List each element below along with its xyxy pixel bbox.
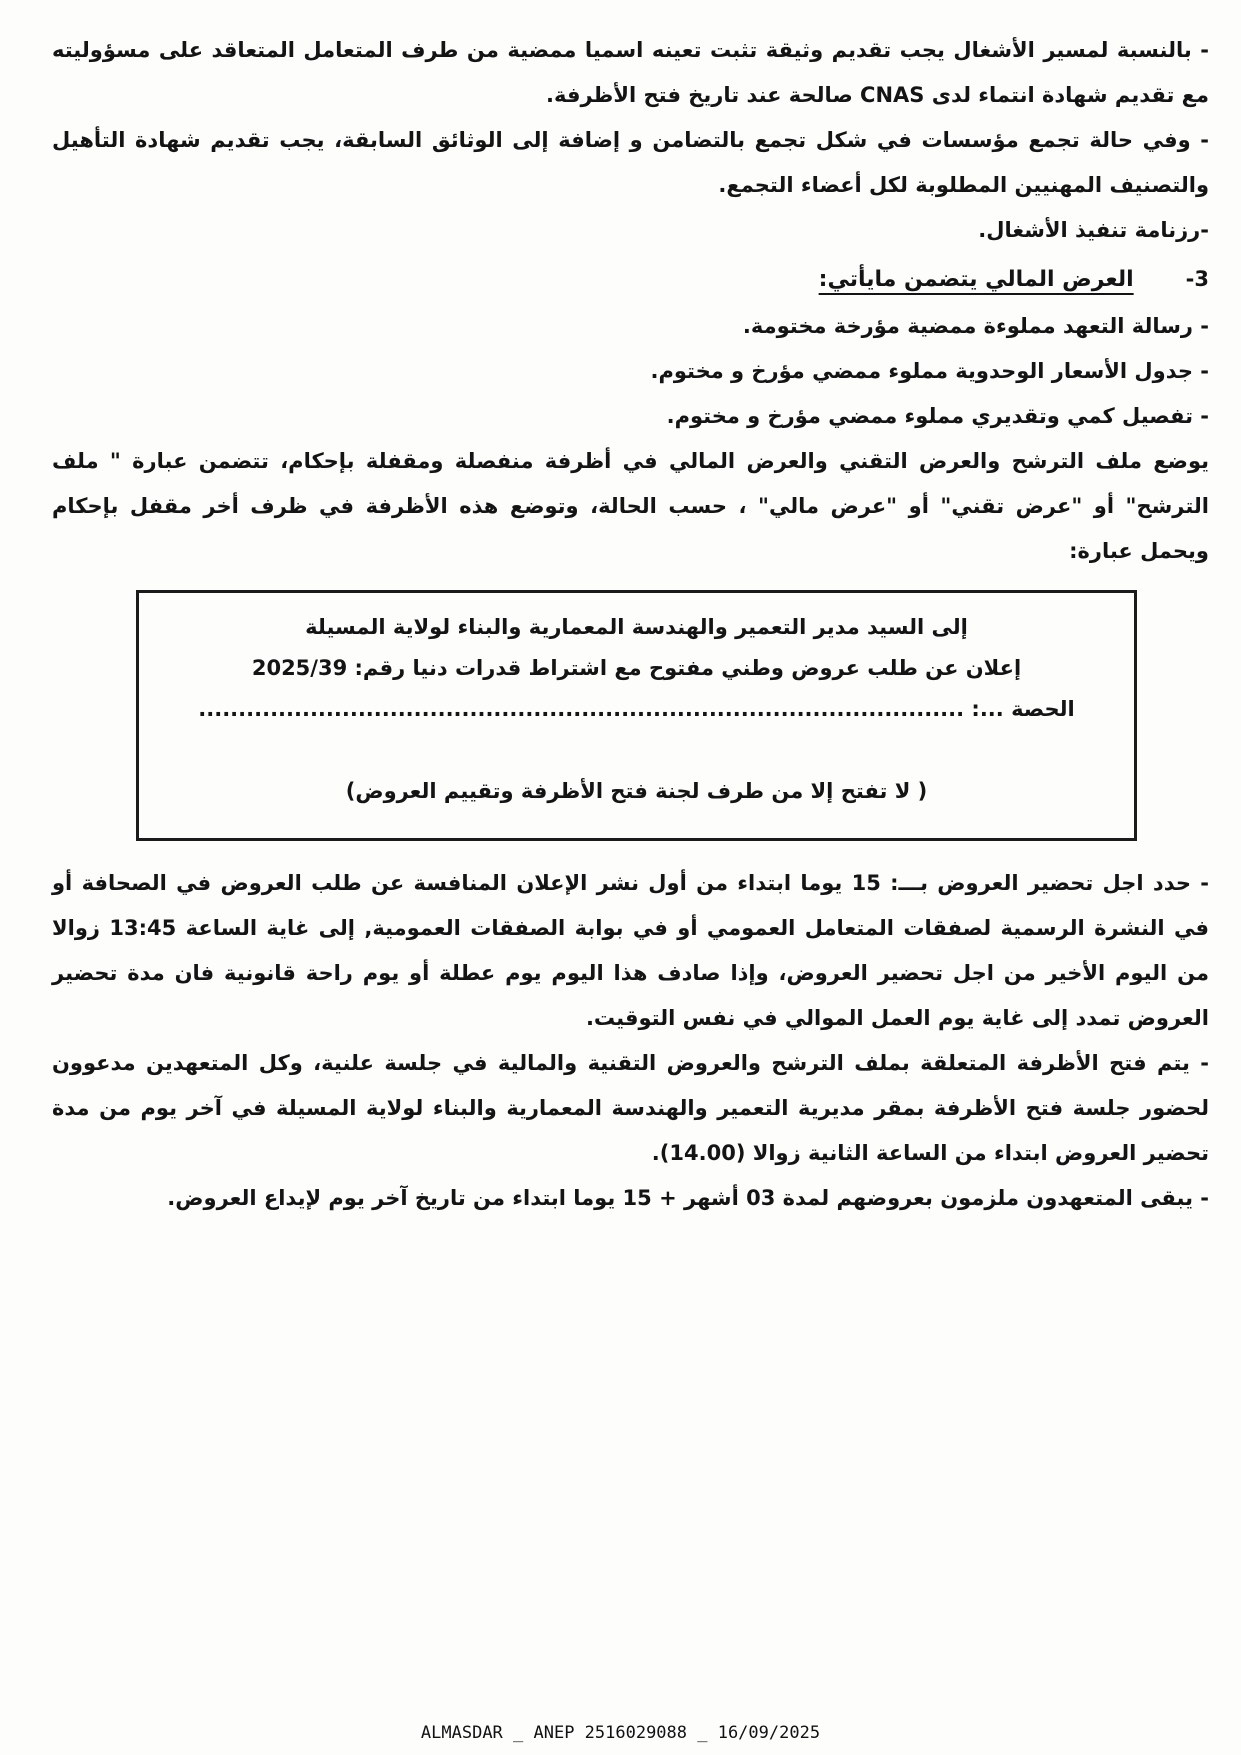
list-item: - رسالة التعهد مملوءة ممضية مؤرخة مختومة. <box>742 314 1209 338</box>
lot-dotted-line: ................................................................................................ <box>198 697 965 721</box>
box-blank-line <box>159 730 1114 771</box>
box-lot-line <box>159 689 1114 730</box>
list-item: - جدول الأسعار الوحدوية مملوء ممضي مؤرخ و مختوم. <box>650 359 1209 383</box>
paragraph-preparation-deadline: - حدد اجل تحضير العروض بـــ: 15 يوما ابتداء من أول نشر الإعلان المنافسة عن طلب العروض في الصحافة أو في النشرة الرسمية لصفقات المتعامل العمومي أو في بوابة الصفقات العمومية, إلى غاية الساعة 13:45 زوالا من اليوم الأخير من اجل تحضير العروض، وإذا صادف هذا اليوم يوم عطلة أو يوم راحة قانونية فان مدة تحضير العروض تمدد إلى غاية يوم العمل الموالي في نفس التوقيت. <box>52 871 1210 1030</box>
list-item: - تفصيل كمي وتقديري مملوء ممضي مؤرخ و مختوم. <box>666 404 1209 428</box>
paragraph-works-schedule: -رزنامة تنفيذ الأشغال. <box>978 218 1209 242</box>
box-addressee: إلى السيد مدير التعمير والهندسة المعمارية والبناء لولاية المسيلة <box>305 615 968 639</box>
box-do-not-open-note: ( لا تفتح إلا من طرف لجنة فتح الأظرفة وتقييم العروض) <box>345 779 928 803</box>
heading-title: العرض المالي يتضمن مايأتي: <box>818 267 1134 292</box>
paragraph-works-manager: - بالنسبة لمسير الأشغال يجب تقديم وثيقة تثبت تعينه اسميا ممضية من طرف المتعامل المتعاقد على مسؤوليته مع تقديم شهادة انتماء لدى CNAS صالحة عند تاريخ فتح الأظرفة. <box>52 38 1209 107</box>
financial-offer-items <box>52 304 1209 439</box>
box-announcement-title: إعلان عن طلب عروض وطني مفتوح مع اشتراط قدرات دنيا رقم: 2025/39 <box>251 656 1022 680</box>
paragraph-opening-session: - يتم فتح الأظرفة المتعلقة بملف الترشح والعروض التقنية والمالية في جلسة علنية، وكل المتعهدين مدعوون لحضور جلسة فتح الأظرفة بمقر مديرية التعمير والهندسة المعمارية والبناء لولاية المسيلة في آخر يوم من مدة تحضير العروض ابتداء من الساعة الثانية زوالا (14.00). <box>52 1051 1209 1165</box>
anep-footer: ALMASDAR _ ANEP 2516029088 _ 16/09/2025 <box>420 1723 821 1743</box>
heading-number: 3- <box>1185 267 1209 291</box>
paragraph-offer-validity: - يبقى المتعهدون ملزمون بعروضهم لمدة 03 أشهر + 15 يوما ابتداء من تاريخ آخر يوم لإيداع العروض. <box>167 1186 1209 1210</box>
document-body <box>52 28 1209 1221</box>
envelope-label-box <box>136 590 1137 841</box>
financial-offer-heading <box>52 257 1209 302</box>
paragraph-joint-venture: - وفي حالة تجمع مؤسسات في شكل تجمع بالتضامن و إضافة إلى الوثائق السابقة، يجب تقديم شهادة التأهيل والتصنيف المهنيين المطلوبة لكل أعضاء التجمع. <box>52 128 1209 197</box>
paragraph-envelopes-instruction: يوضع ملف الترشح والعرض التقني والعرض المالي في أظرفة منفصلة ومقفلة بإحكام، تتضمن عبارة " ملف الترشح" أو "عرض تقني" أو "عرض مالي" ، حسب الحالة، وتوضع هذه الأظرفة في ظرف أخر مقفل بإحكام ويحمل عبارة: <box>52 449 1209 563</box>
lot-label: الحصة ...: <box>971 697 1075 721</box>
